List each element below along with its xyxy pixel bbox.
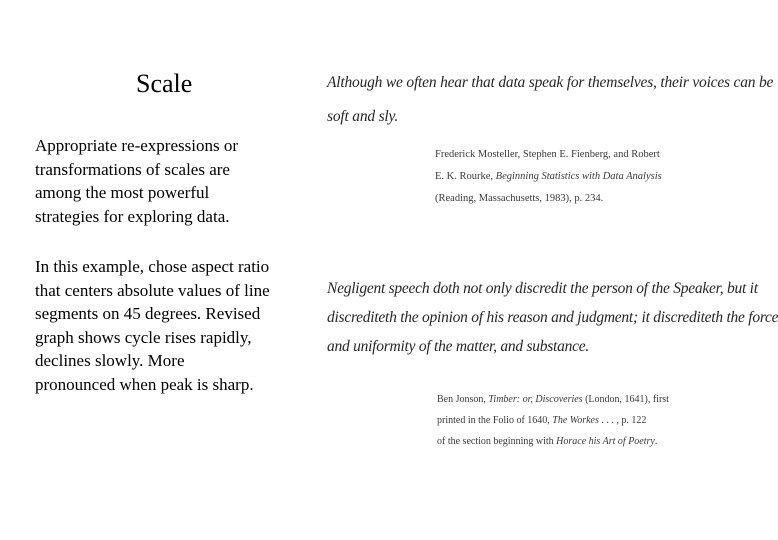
body-line: strategies for exploring data. xyxy=(35,206,230,226)
body-line: among the most powerful xyxy=(35,183,210,202)
quote-line: discrediteth the opinion of his reason and judgment; it discrediteth the force xyxy=(327,309,778,326)
citation-book-title: Horace his Art of Poetry xyxy=(556,436,655,447)
citation-line xyxy=(435,166,662,188)
body-line: In this example, chose aspect ratio xyxy=(35,257,270,276)
quote-mosteller xyxy=(327,66,773,134)
citation-line: (Reading, Massachusetts, 1983), p. 234. xyxy=(435,193,604,204)
body-line: segments on 45 degrees. Revised xyxy=(35,304,261,323)
citation-line xyxy=(437,410,669,431)
quote-line: soft and sly. xyxy=(327,108,399,125)
body-line: that centers absolute values of line xyxy=(35,280,270,300)
quote-line: Although we often hear that data speak for themselves, their voices can be xyxy=(327,74,774,91)
citation-book-title: The Workes xyxy=(552,415,599,426)
citation-mosteller xyxy=(435,144,662,210)
citation-text: printed in the Folio of 1640, xyxy=(437,415,553,426)
citation-line: Frederick Mosteller, Stephen E. Fienberg, and Robert xyxy=(435,149,660,160)
quote-line: Negligent speech doth not only discredit the person of the Speaker, but it xyxy=(327,280,758,297)
body-line: transformations of scales are xyxy=(35,159,230,179)
citation-text: . . . , p. 122 xyxy=(598,415,647,426)
citation-text: of the section beginning with xyxy=(437,436,557,447)
body-line: pronounced when peak is sharp. xyxy=(35,374,254,394)
citation-text: Ben Jonson, xyxy=(437,394,489,405)
citation-line xyxy=(437,389,669,410)
body-line: Appropriate re-expressions or xyxy=(35,136,238,155)
citation-text: (London, 1641), first xyxy=(582,394,669,405)
body-paragraph-aspect-ratio xyxy=(35,255,320,396)
body-paragraph-reexpressions xyxy=(35,134,320,228)
body-line: declines slowly. More xyxy=(35,351,185,370)
quote-jonson xyxy=(327,274,778,361)
citation-book-title: Beginning Statistics with Data Analysis xyxy=(495,171,662,182)
citation-line xyxy=(437,431,669,452)
citation-jonson xyxy=(437,389,669,452)
citation-book-title: Timber: or, Discoveries xyxy=(488,394,583,405)
slide-title: Scale xyxy=(136,69,193,98)
citation-text: . xyxy=(654,436,658,447)
body-line: graph shows cycle rises rapidly, xyxy=(35,327,252,347)
citation-text: E. K. Rourke, xyxy=(435,171,496,182)
quote-line: and uniformity of the matter, and substance. xyxy=(327,338,589,355)
